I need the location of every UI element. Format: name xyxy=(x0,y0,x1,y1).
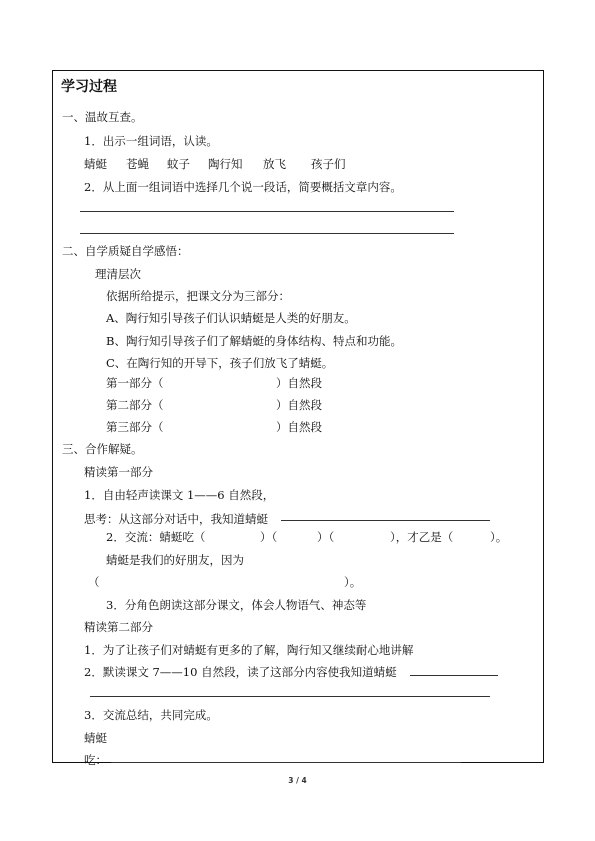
option-c: C、在陶行知的开导下，孩子们放飞了蜻蜓。 xyxy=(106,356,334,370)
read-part1: 精读第一部分 xyxy=(84,465,153,479)
page-number: 3 / 4 xyxy=(288,776,307,785)
roles-task: 3．分角色朗读这部分课文，体会人物语气、神态等 xyxy=(106,598,367,612)
option-a: A、陶行知引导孩子们认识蜻蜓是人类的好朋友。 xyxy=(106,311,356,325)
dragonfly-label: 蜻蜓 xyxy=(84,731,107,745)
word-item: 陶行知 xyxy=(208,157,243,171)
friend-reason: 蜻蜓是我们的好朋友，因为 xyxy=(106,553,244,567)
section2-sub: 理清层次 xyxy=(95,267,141,281)
word-item: 蜻蜓 xyxy=(84,157,107,171)
answer-line[interactable] xyxy=(111,762,461,763)
answer-line[interactable] xyxy=(281,520,490,521)
paren-close: ）。 xyxy=(344,575,362,589)
part3-end: ）自然段 xyxy=(276,420,322,434)
answer-line[interactable] xyxy=(80,233,454,234)
exchange-text: 2．交流：蜻蜓吃（ xyxy=(106,530,206,544)
section1-q2: 2．从上面一组词语中选择几个说一段话，简要概括文章内容。 xyxy=(84,180,402,194)
think-prompt: 思考：从这部分对话中，我知道蜻蜓 xyxy=(84,512,268,526)
part2-q1: 1．为了让孩子们对蜻蜓有更多的了解，陶行知又继续耐心地讲解 xyxy=(84,643,414,657)
exchange-paren: ），才乙是（ xyxy=(390,530,454,544)
option-b: B、陶行知引导孩子们了解蜻蜓的身体结构、特点和功能。 xyxy=(106,334,402,348)
section2-heading: 二、自学质疑自学感悟： xyxy=(62,244,189,258)
part2-q3: 3．交流总结，共同完成。 xyxy=(84,708,218,722)
part1-end: ）自然段 xyxy=(276,376,322,390)
exchange-paren: ）。 xyxy=(490,530,508,544)
word-item: 苍蝇 xyxy=(126,157,149,171)
exchange-paren: ）（ xyxy=(260,530,278,544)
word-item: 放飞 xyxy=(263,157,286,171)
answer-line[interactable] xyxy=(80,211,454,212)
read-part2: 精读第二部分 xyxy=(84,620,153,634)
section1-q1: 1．出示一组词语，认读。 xyxy=(84,134,218,148)
word-item: 孩子们 xyxy=(311,157,346,171)
section3-heading: 三、合作解疑。 xyxy=(62,442,143,456)
section1-heading: 一、温故互查。 xyxy=(62,110,143,124)
part2-q2: 2．默读课文 7——10 自然段，读了这部分内容使我知道蜻蜓 xyxy=(84,665,397,679)
word-item: 蚊子 xyxy=(167,157,190,171)
part1-q1: 1．自由轻声读课文 1——6 自然段， xyxy=(84,488,275,502)
part3-label: 第三部分（ xyxy=(106,420,164,434)
eat-label: 吃： xyxy=(84,753,107,767)
exchange-paren: ）（ xyxy=(317,530,335,544)
section2-intro: 依据所给提示，把课文分为三部分： xyxy=(106,289,290,303)
answer-line[interactable] xyxy=(410,675,498,676)
paren-open: （ xyxy=(88,575,100,589)
worksheet-frame xyxy=(52,70,544,763)
part2-end: ）自然段 xyxy=(276,398,322,412)
part2-label: 第二部分（ xyxy=(106,398,164,412)
section-title: 学习过程 xyxy=(61,79,117,95)
answer-line[interactable] xyxy=(90,696,490,697)
part1-label: 第一部分（ xyxy=(106,376,164,390)
